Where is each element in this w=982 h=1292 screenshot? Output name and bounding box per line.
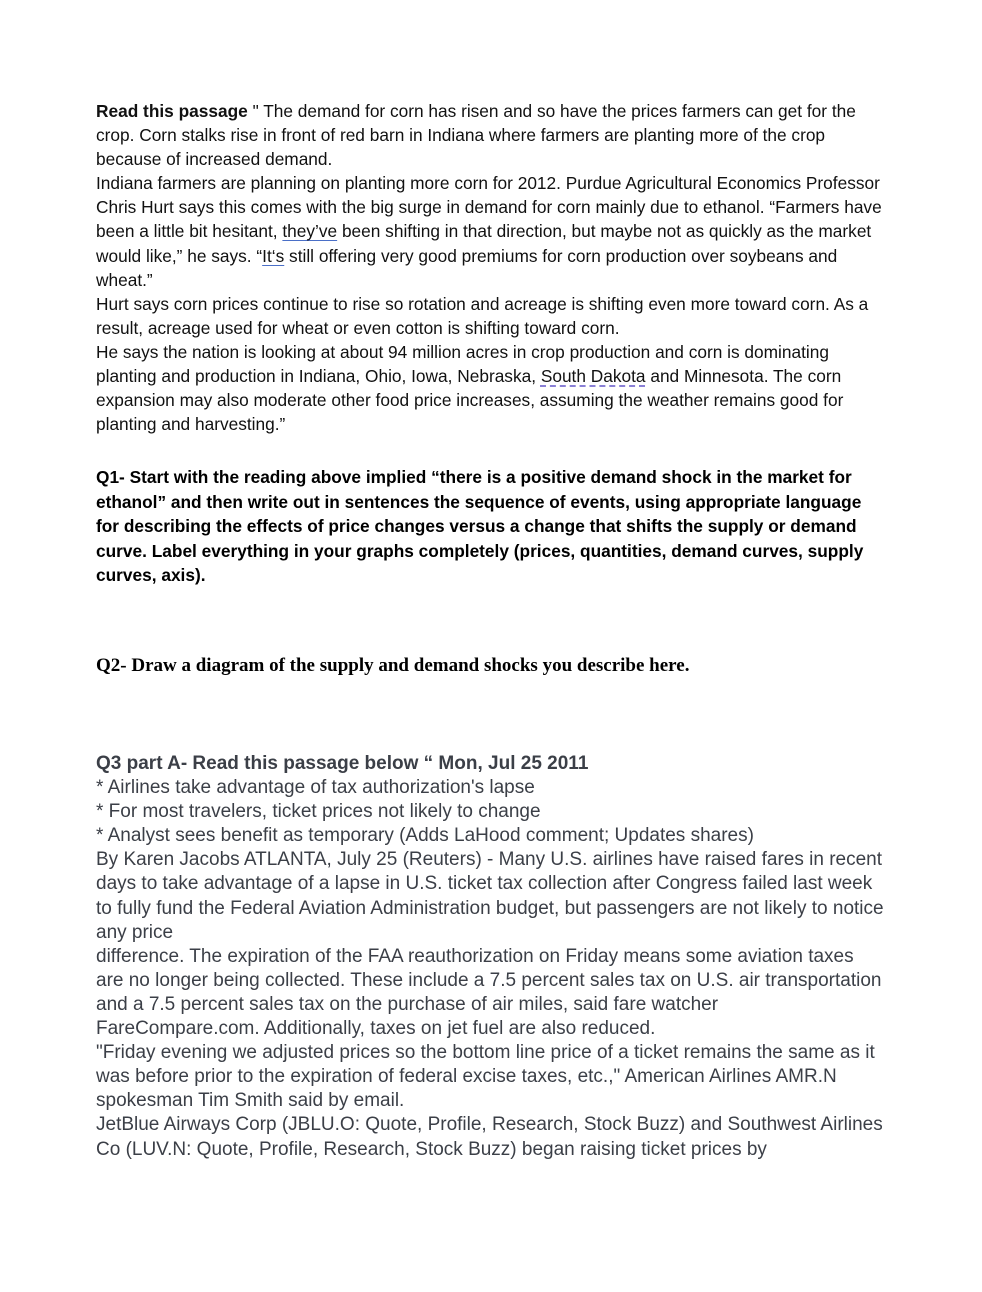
bullet-item: * Analyst sees benefit as temporary (Adds LaHood comment; Updates shares) <box>96 825 754 847</box>
article-paragraph-4: JetBlue Airways Corp (JBLU.O: Quote, Profile, Research, Stock Buzz) and Southwest Airlines Co (LUV.N: Quote, Profile, Research, Stock Buzz) began raising ticket prices by <box>96 1114 883 1160</box>
grammar-flagged-word[interactable]: It‘s <box>262 245 285 266</box>
passage-paragraph-2 <box>96 171 886 291</box>
article-paragraph-1: By Karen Jacobs ATLANTA, July 25 (Reuters) - Many U.S. airlines have raised fares in recent days to take advantage of a lapse in U.S. ticket tax collection after Congress failed last week to fully fund the Federal Aviation Administration budget, but passengers are not likely to notice any price <box>96 849 884 943</box>
passage-text: " The demand for corn has risen and so have the prices farmers can get for the crop. Corn stalks rise in front of red barn in Indiana where farmers are planting more of the crop because of increased demand. <box>96 101 856 170</box>
passage-text: Indiana farmers are planning on planting more corn for 2012. Purdue Agricultural Economics Professor Chris Hurt says this comes with the big surge in demand for corn mainly due to ethanol. “Farmers have been a little bit hesitant, <box>96 173 882 242</box>
question-3-title: Q3 part A- Read this passage below “ Mon, Jul 25 2011 <box>96 753 589 774</box>
article-paragraph-3: "Friday evening we adjusted prices so the bottom line price of a ticket remains the same as it was before prior to the expiration of federal excise taxes, etc.," American Airlines AMR.N spokesman Tim Smith said by email. <box>96 1042 875 1112</box>
question-2: Q2- Draw a diagram of the supply and demand shocks you describe here. <box>96 655 690 676</box>
passage-text: He says the nation is looking at about 94 million acres in crop production and corn is dominating planting and production in Indiana, Ohio, Iowa, Nebraska, <box>96 341 829 387</box>
passage-text: still offering very good premiums for corn production over soybeans and wheat.” <box>96 245 838 290</box>
bullet-item: * For most travelers, ticket prices not likely to change <box>96 801 541 823</box>
passage-text: and Minnesota. The corn expansion may also moderate other food price increases, assuming the weather remains good for planting and harvesting.” <box>96 366 844 435</box>
article-paragraph-2: difference. The expiration of the FAA reauthorization on Friday means some aviation taxes are no longer being collected. These include a 7.5 percent sales tax on U.S. air transportation and a 7.5 percent sales tax on the purchase of air miles, said fare watcher FareCompare.com. Additionally, taxes on jet fuel are also reduced. <box>96 945 882 1040</box>
spelling-flagged-word[interactable]: South Dakota <box>540 366 646 387</box>
passage-label: Read this passage <box>96 101 248 121</box>
question-3-passage <box>96 752 886 1162</box>
passage-text: been shifting in that direction, but maybe not as quickly as the market would like,” he says. “ <box>96 221 872 266</box>
question-1: Q1- Start with the reading above implied “there is a positive demand shock in the market for ethanol” and then write out in sentences the sequence of events, using appropriate language for describing the effects of price changes versus a change that shifts the supply or demand curve. Label everything in your graphs completely (prices, quantities, demand curves, supply curves, axis). <box>96 467 864 586</box>
grammar-flagged-word[interactable]: they’ve <box>282 221 338 242</box>
bullet-item: * Airlines take advantage of tax authorization's lapse <box>96 777 535 799</box>
passage-paragraph-1 <box>96 99 886 171</box>
passage-paragraph-4 <box>96 340 886 436</box>
passage-corn <box>96 99 886 436</box>
passage-paragraph-3: Hurt says corn prices continue to rise so rotation and acreage is shifting even more toward corn. As a result, acreage used for wheat or even cotton is shifting toward corn. <box>96 293 869 338</box>
